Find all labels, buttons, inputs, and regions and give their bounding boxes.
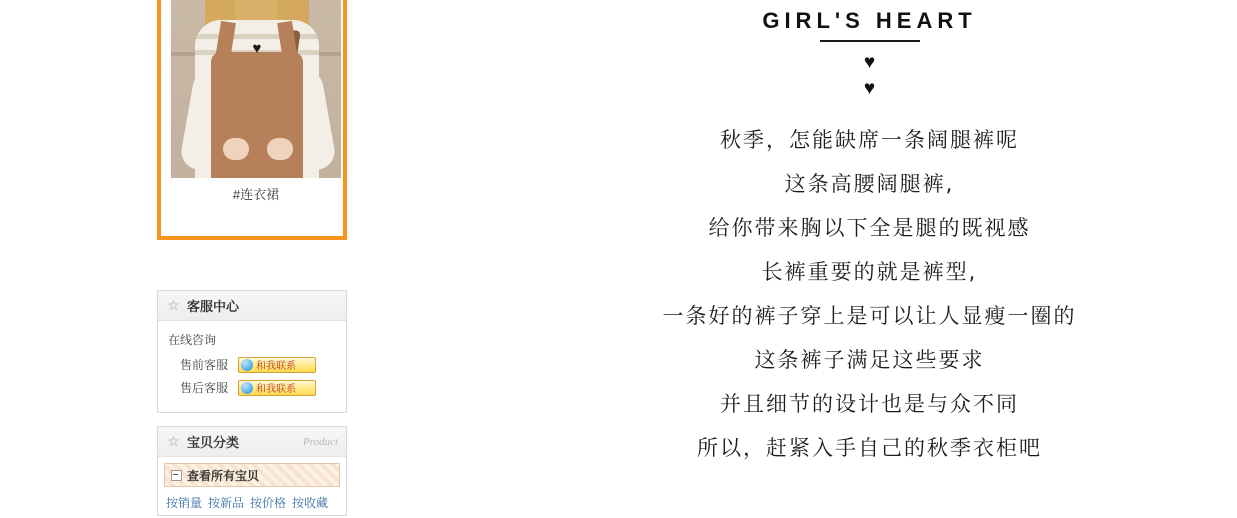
star-icon: ☆ — [167, 297, 180, 313]
contact-button-aftersale[interactable] — [238, 380, 316, 396]
service-row — [166, 356, 338, 373]
service-panel-title: 客服中心 — [187, 299, 240, 314]
category-panel-corner-text: Product — [302, 435, 338, 448]
title-divider — [820, 40, 920, 42]
service-panel-header — [158, 291, 346, 321]
heart-icon: ♥ — [863, 52, 876, 73]
promo-label: #连衣裙 — [232, 187, 280, 202]
description-line: 长裤重要的就是裤型, — [761, 260, 978, 284]
promo-card[interactable] — [157, 0, 347, 240]
contact-button-presale[interactable] — [238, 357, 316, 373]
sort-options — [164, 494, 340, 511]
heart-icon: ♥ — [863, 78, 876, 99]
service-panel — [157, 290, 347, 413]
heart-decoration — [501, 50, 1237, 102]
star-icon: ☆ — [167, 433, 180, 449]
wangwang-icon — [241, 359, 253, 371]
service-row-label: 售前客服 — [180, 358, 229, 372]
view-all-products-label: 查看所有宝贝 — [187, 468, 260, 483]
view-all-products-row[interactable] — [164, 463, 340, 487]
contact-button-label: 和我联系 — [256, 384, 296, 395]
sort-option-new[interactable]: 按新品 — [208, 496, 245, 510]
category-panel-title: 宝贝分类 — [187, 435, 240, 450]
description-line: 给你带来胸以下全是腿的既视感 — [708, 216, 1031, 240]
category-panel-body — [158, 457, 346, 515]
description-line: 这条裤子满足这些要求 — [754, 348, 985, 372]
contact-button-label: 和我联系 — [256, 361, 296, 372]
content-area — [131, 0, 1107, 518]
wangwang-icon — [241, 382, 253, 394]
service-row-label: 售后客服 — [180, 381, 229, 395]
description-line: 一条好的裤子穿上是可以让人显瘦一圈的 — [662, 304, 1077, 328]
sort-option-favorites[interactable]: 按收藏 — [292, 496, 329, 510]
heart-icon: ♥ — [252, 40, 262, 57]
description-line: 并且细节的设计也是与众不同 — [720, 392, 1019, 416]
minus-box-icon[interactable] — [171, 470, 182, 481]
description-lines — [501, 118, 1237, 470]
category-panel-header — [158, 427, 346, 457]
description-line: 所以，赶紧入手自己的秋季衣柜吧 — [697, 436, 1042, 460]
description-line: 这条高腰阔腿裤, — [784, 172, 955, 196]
brand-title: GIRL'S HEART — [762, 8, 977, 33]
sort-option-sales[interactable]: 按销量 — [166, 496, 203, 510]
service-panel-body — [158, 321, 346, 412]
service-subtitle: 在线咨询 — [168, 333, 217, 347]
service-row — [166, 379, 338, 396]
sort-option-price[interactable]: 按价格 — [250, 496, 287, 510]
description-line: 秋季，怎能缺席一条阔腿裤呢 — [720, 128, 1019, 152]
category-panel — [157, 426, 347, 516]
promo-photo — [171, 0, 341, 178]
